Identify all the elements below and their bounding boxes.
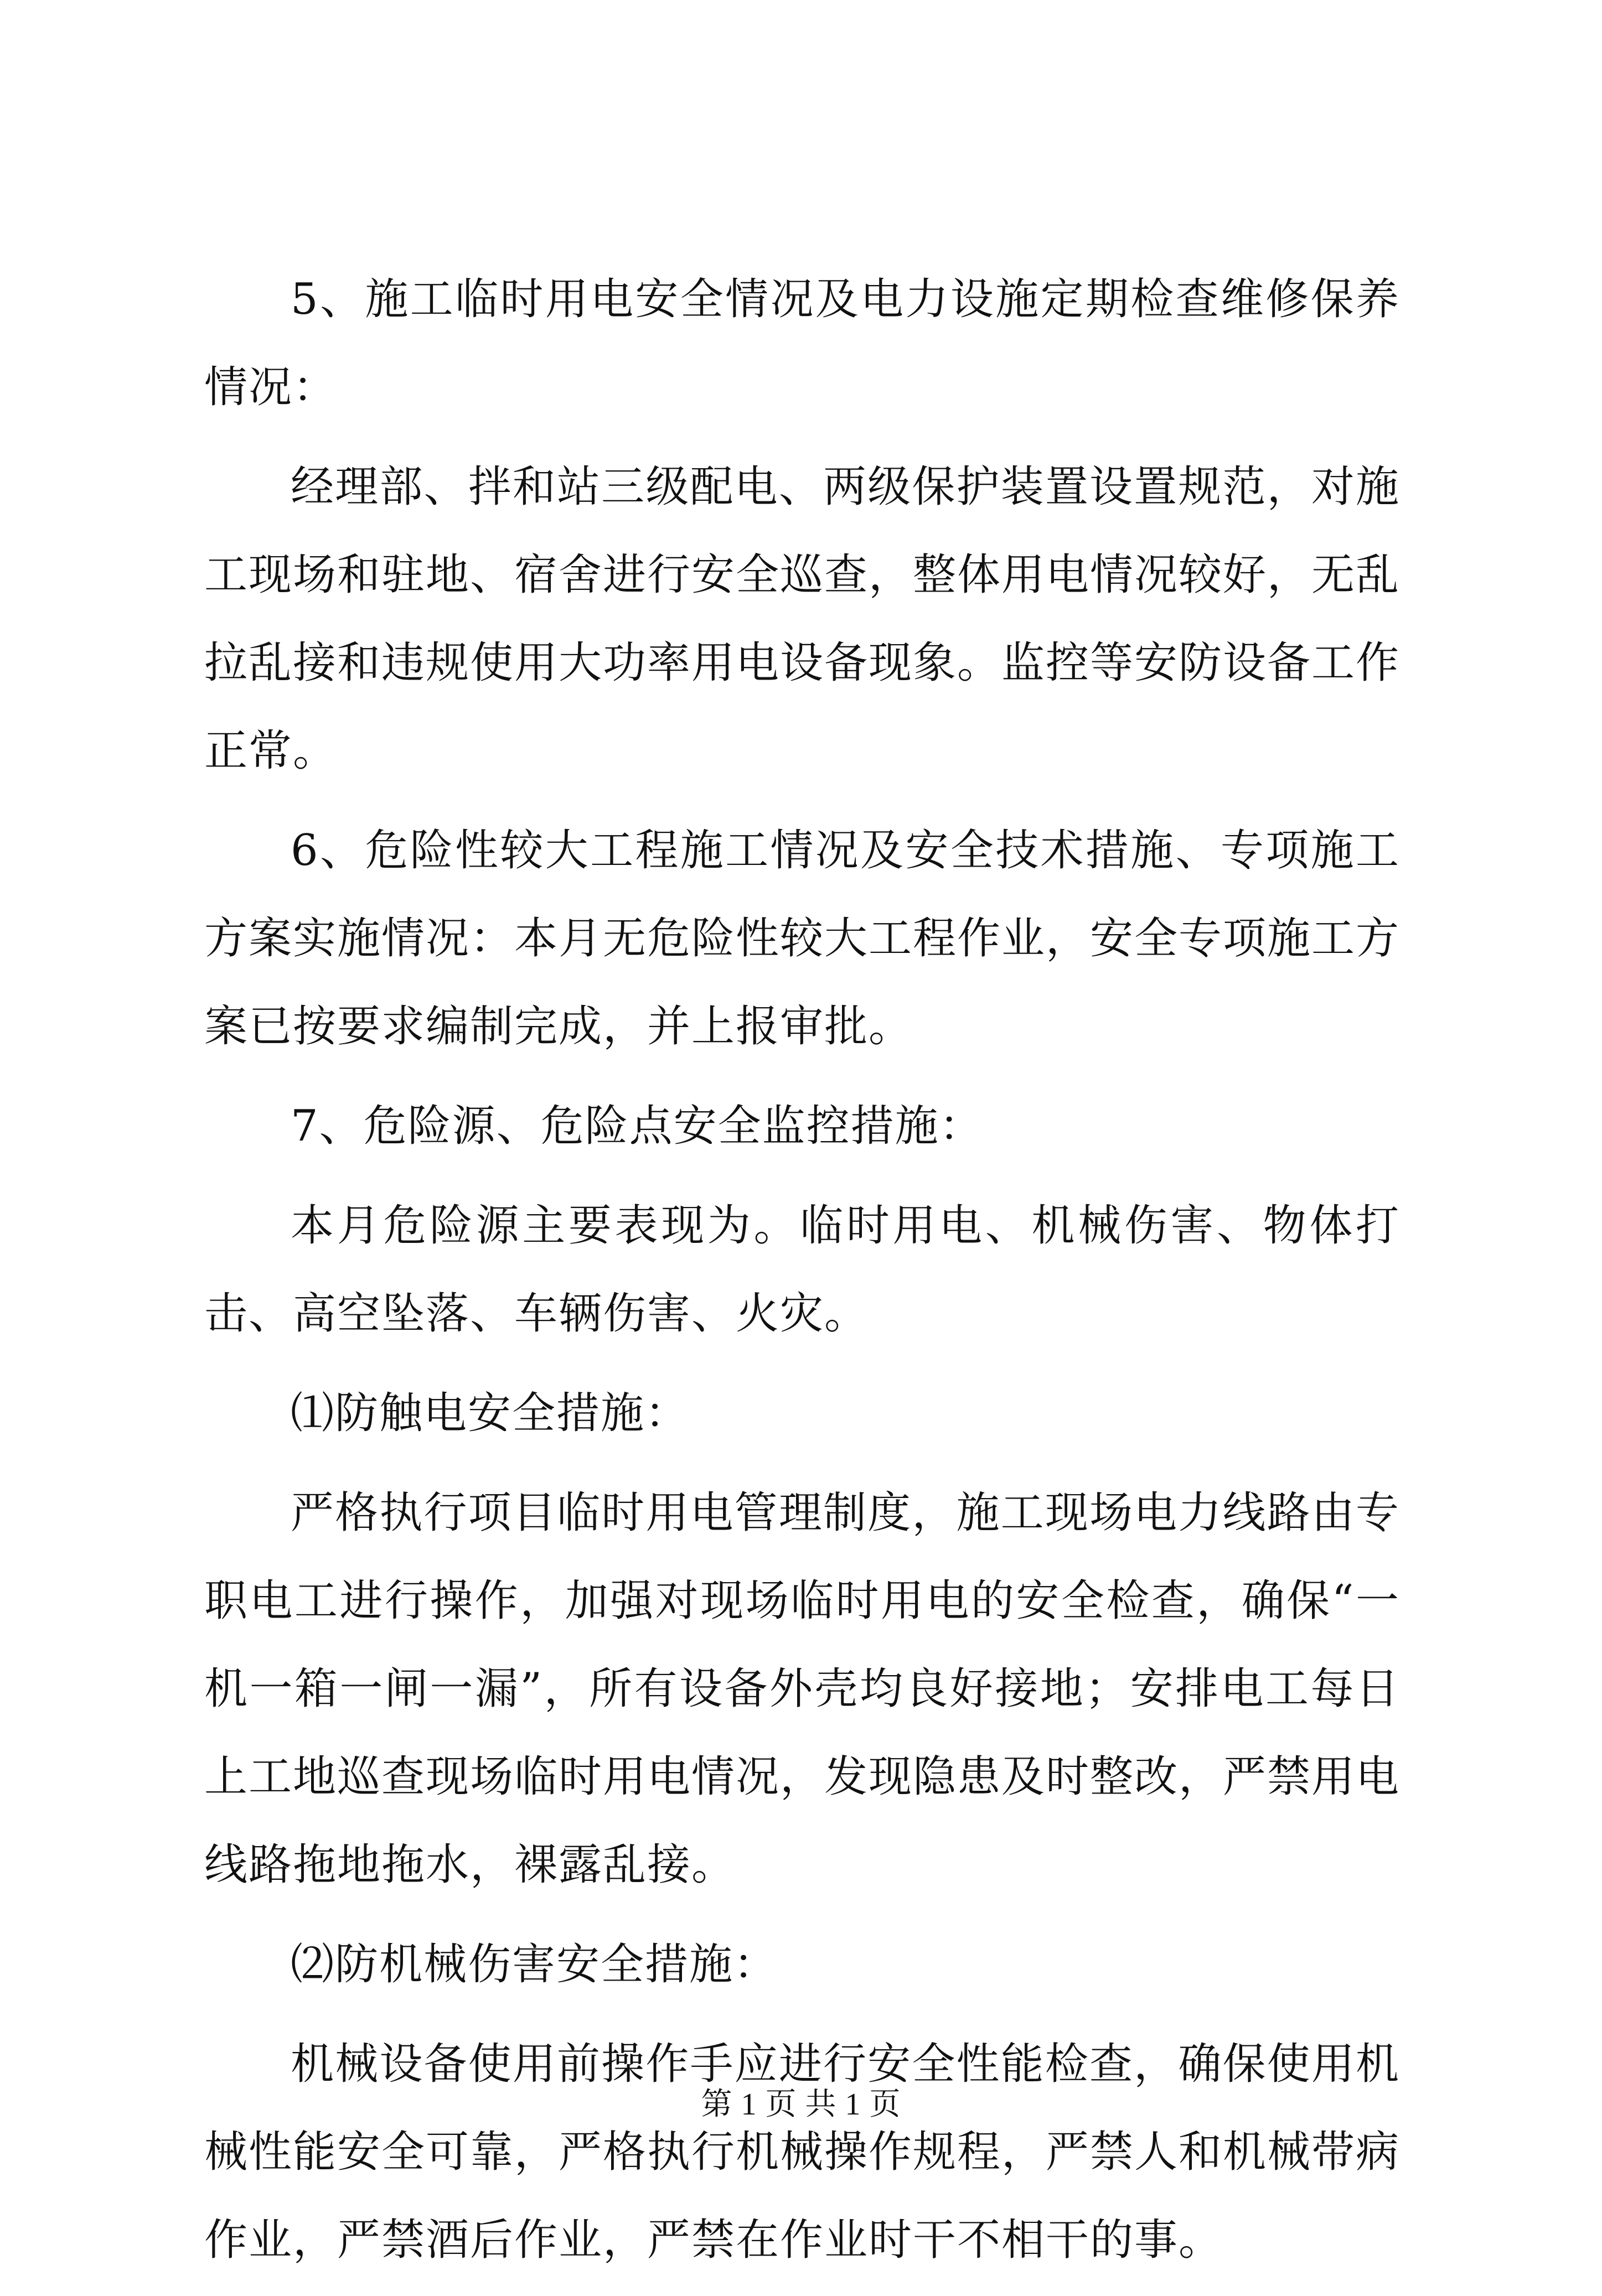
- page-footer: 第 1 页 共 1 页: [701, 2087, 901, 2122]
- paragraph-section-7-heading: 7、危险源、危险点安全监控措施：: [291, 1101, 984, 1151]
- paragraph-hazard-sources: 本月危险源主要表现为。临时用电、机械伤害、物体打击、高空坠落、车辆伤害、火灾。: [204, 1201, 1400, 1339]
- paragraph-power-inspection: 经理部、拌和站三级配电、两级保护装置设置规范，对施工现场和驻地、宿舍进行安全巡查，整体用电情况较好，无乱拉乱接和违规使用大功率用电设备现象。监控等安防设备工作正常。: [204, 462, 1401, 776]
- paragraph-mechanical-injury-heading: ⑵防机械伤害安全措施：: [291, 1940, 778, 1989]
- paragraph-electric-shock-measures: 严格执行项目临时用电管理制度，施工现场电力线路由专职电工进行操作，加强对现场临时用电的安全检查，确保“一机一箱一闸一漏”，所有设备外壳均良好接地；安排电工每日上工地巡查现场临时用电情况，发现隐患及时整改，严禁用电线路拖地拖水，裸露乱接。: [204, 1488, 1401, 1890]
- paragraph-mechanical-injury-measures: 机械设备使用前操作手应进行安全性能检查，确保使用机械性能安全可靠，严格执行机械操作规程，严禁人和机械带病作业，严禁酒后作业，严禁在作业时干不相干的事。: [204, 2039, 1401, 2265]
- paragraph-electric-shock-heading: ⑴防触电安全措施：: [291, 1388, 690, 1438]
- paragraph-section-6: 6、危险性较大工程施工情况及安全技术措施、专项施工方案实施情况：本月无危险性较大工程作业，安全专项施工方案已按要求编制完成，并上报审批。: [204, 826, 1401, 1051]
- document-body: [204, 256, 1400, 2296]
- paragraph-section-5-heading: 5、施工临时用电安全情况及电力设施定期检查维修保养情况：: [204, 274, 1400, 412]
